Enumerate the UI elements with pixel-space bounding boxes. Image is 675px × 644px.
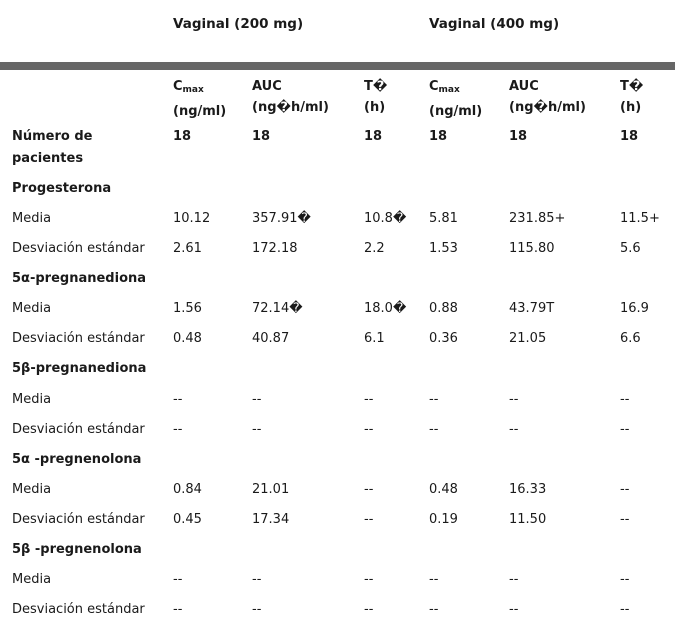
column-header-main: C: [429, 79, 439, 94]
table-cell: 18: [429, 129, 448, 144]
table-cell: --: [620, 392, 630, 407]
section-row: [0, 358, 675, 388]
table-cell: --: [509, 602, 519, 617]
column-header: [509, 76, 586, 118]
table-cell: 17.34: [252, 512, 290, 527]
row-label: Desviación estándar: [12, 602, 145, 617]
section-row: [0, 539, 675, 569]
column-header: [620, 76, 643, 118]
column-header-name: [620, 76, 643, 97]
table-cell: --: [173, 392, 183, 407]
table-cell: 40.87: [252, 331, 290, 346]
column-header-main: T�: [364, 79, 388, 94]
table-cell: 18: [509, 129, 528, 144]
column-header-name: [364, 76, 387, 97]
table-cell: 11.50: [509, 512, 547, 527]
table-cell: --: [364, 482, 374, 497]
row-label: Media: [12, 392, 52, 407]
table-cell: 0.45: [173, 512, 202, 527]
table-cell: 0.48: [173, 331, 202, 346]
table-cell: 172.18: [252, 241, 298, 256]
column-header-name: [252, 76, 329, 97]
table-row: [0, 389, 675, 419]
table-row: [0, 509, 675, 539]
column-header-subscript: max: [182, 85, 204, 95]
table-row: [0, 298, 675, 328]
table-cell: 2.2: [364, 241, 385, 256]
table-cell: 0.88: [429, 301, 458, 316]
table-cell: --: [509, 422, 519, 437]
table-row: [0, 569, 675, 599]
table-cell: 2.61: [173, 241, 202, 256]
table-cell: 5.6: [620, 241, 641, 256]
table-cell: 1.53: [429, 241, 458, 256]
table-cell: --: [173, 572, 183, 587]
column-header-name: [509, 76, 586, 97]
row-label: Media: [12, 211, 52, 226]
table-row: [0, 238, 675, 268]
table-cell: --: [173, 422, 183, 437]
table-cell: --: [364, 422, 374, 437]
table-cell: 18: [173, 129, 192, 144]
column-header-main: AUC: [509, 79, 539, 94]
table-cell: --: [429, 602, 439, 617]
row-label: Media: [12, 572, 52, 587]
table-cell: --: [620, 512, 630, 527]
table-cell: 16.9: [620, 301, 649, 316]
column-header-name: [173, 76, 226, 101]
table-cell: --: [173, 602, 183, 617]
header-rule: [0, 62, 675, 70]
table-cell: 43.79T: [509, 301, 555, 316]
table-cell: 18: [252, 129, 271, 144]
row-label: 5α-pregnanediona: [12, 271, 147, 286]
row-label: Desviación estándar: [12, 331, 145, 346]
table-cell: --: [620, 422, 630, 437]
table-cell: --: [620, 572, 630, 587]
table-cell: 11.5+: [620, 211, 660, 226]
column-header-unit: (ng/ml): [173, 104, 227, 119]
table-row: [0, 208, 675, 238]
section-row: [0, 126, 675, 166]
row-label: Desviación estándar: [12, 422, 145, 437]
table-cell: 18: [364, 129, 383, 144]
table-cell: --: [364, 572, 374, 587]
table-cell: 6.6: [620, 331, 641, 346]
table-cell: 6.1: [364, 331, 385, 346]
table-cell: 0.19: [429, 512, 458, 527]
column-header-main: AUC: [252, 79, 282, 94]
table-row: [0, 419, 675, 449]
row-label: Media: [12, 482, 52, 497]
section-row: [0, 449, 675, 479]
column-header-unit: (ng�h/ml): [509, 100, 586, 115]
column-header: [252, 76, 329, 118]
table-cell: 231.85+: [509, 211, 566, 226]
table-cell: 1.56: [173, 301, 202, 316]
section-row: [0, 178, 675, 208]
group-header-400mg: Vaginal (400 mg): [429, 16, 560, 32]
row-label: 5α -pregnenolona: [12, 452, 142, 467]
row-label: Progesterona: [12, 181, 112, 196]
table-cell: 0.36: [429, 331, 458, 346]
table-cell: --: [429, 572, 439, 587]
column-header-unit: (h): [620, 100, 642, 115]
table-cell: --: [252, 602, 262, 617]
row-label: 5β-pregnanediona: [12, 361, 147, 376]
row-label: Desviación estándar: [12, 512, 145, 527]
column-header-unit: (ng�h/ml): [252, 100, 329, 115]
table-cell: 10.8�: [364, 211, 407, 226]
row-label: Número de pacientes: [12, 129, 93, 166]
table-row: [0, 599, 675, 629]
table-row: [0, 328, 675, 358]
table-cell: --: [252, 392, 262, 407]
row-label: 5β -pregnenolona: [12, 542, 142, 557]
table-cell: 21.01: [252, 482, 290, 497]
table-cell: --: [620, 482, 630, 497]
table-cell: --: [509, 392, 519, 407]
table-cell: 16.33: [509, 482, 547, 497]
table-cell: 10.12: [173, 211, 211, 226]
row-label: Desviación estándar: [12, 241, 145, 256]
table-cell: 357.91�: [252, 211, 311, 226]
column-header: [173, 76, 226, 122]
table-cell: 18.0�: [364, 301, 407, 316]
section-row: [0, 268, 675, 298]
table-cell: 72.14�: [252, 301, 303, 316]
column-header-subscript: max: [438, 85, 460, 95]
column-header-unit: (h): [364, 100, 386, 115]
table-cell: 18: [620, 129, 639, 144]
table-cell: --: [429, 392, 439, 407]
table-cell: --: [364, 392, 374, 407]
table-cell: --: [509, 572, 519, 587]
column-header-unit: (ng/ml): [429, 104, 483, 119]
table-cell: --: [252, 572, 262, 587]
table-cell: --: [429, 422, 439, 437]
table-cell: --: [364, 602, 374, 617]
column-header-name: [429, 76, 482, 101]
group-header-200mg: Vaginal (200 mg): [173, 16, 304, 32]
table-cell: 0.48: [429, 482, 458, 497]
table-row: [0, 479, 675, 509]
column-header-main: C: [173, 79, 183, 94]
table-cell: --: [364, 512, 374, 527]
table-cell: --: [620, 602, 630, 617]
column-header-main: T�: [620, 79, 644, 94]
table-cell: 0.84: [173, 482, 202, 497]
row-label: Media: [12, 301, 52, 316]
table-cell: --: [252, 422, 262, 437]
column-header: [364, 76, 387, 118]
column-header: [429, 76, 482, 122]
table-cell: 5.81: [429, 211, 458, 226]
table-cell: 21.05: [509, 331, 547, 346]
table-cell: 115.80: [509, 241, 555, 256]
